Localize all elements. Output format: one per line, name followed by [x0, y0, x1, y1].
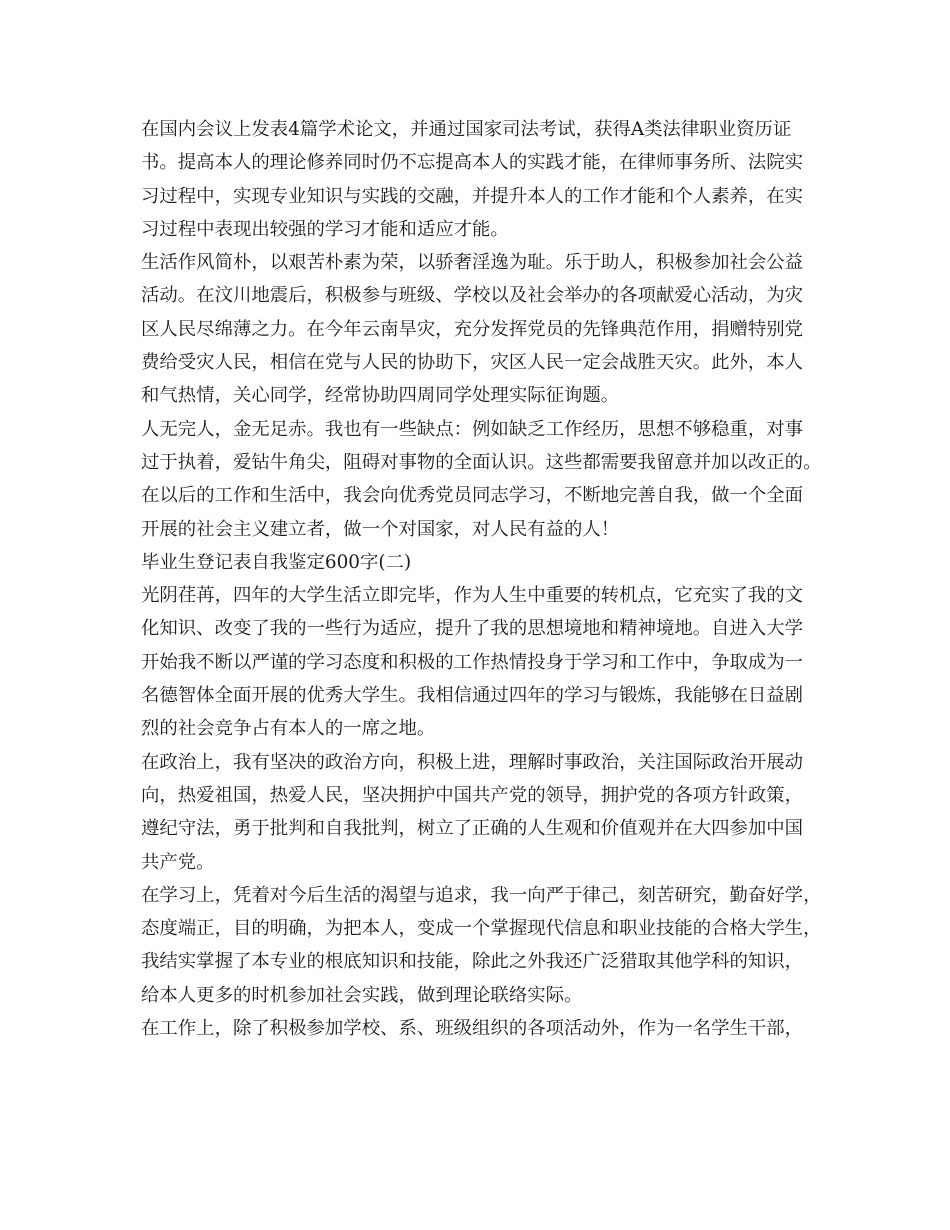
- text-line: 在工作上，除了积极参加学校、系、班级组织的各项活动外，作为一名学生干部，: [141, 1018, 804, 1040]
- text-line: 在国内会议上发表4篇学术论文，并通过国家司法考试，获得A类法律职业资历证: [141, 119, 792, 140]
- text-line: 活动。在汶川地震后，积极参与班级、学校以及社会举办的各项献爱心活动，为灾: [141, 285, 804, 307]
- document-body: [141, 113, 825, 1045]
- text-line: 过于执着，爱钻牛角尖，阻碍对事物的全面认识。这些都需要我留意并加以改正的。: [141, 451, 822, 473]
- text-line: 开始我不断以严谨的学习态度和积极的工作热情投身于学习和工作中，争取成为一: [141, 651, 804, 673]
- text-line: 烈的社会竞争占有本人的一席之地。: [141, 718, 436, 740]
- text-line: 光阴荏苒，四年的大学生活立即完毕，作为人生中重要的转机点，它充实了我的文: [141, 585, 804, 607]
- text-line: 生活作风简朴，以艰苦朴素为荣，以骄奢淫逸为耻。乐于助人，积极参加社会公益: [141, 252, 804, 274]
- text-line: 态度端正，目的明确，为把本人，变成一个掌握现代信息和职业技能的合格大学生，: [141, 918, 822, 940]
- text-line: 向，热爱祖国，热爱人民，坚决拥护中国共产党的领导，拥护党的各项方针政策，: [141, 784, 804, 806]
- text-line: 习过程中表现出较强的学习才能和适应才能。: [141, 218, 509, 240]
- text-line: 人无完人，金无足赤。我也有一些缺点：例如缺乏工作经历，思想不够稳重，对事: [141, 418, 804, 440]
- text-line: 开展的社会主义建立者，做一个对国家，对人民有益的人！: [141, 518, 620, 540]
- text-line: 给本人更多的时机参加社会实践，做到理论联络实际。: [141, 984, 583, 1006]
- paragraph-intro: [141, 579, 825, 745]
- paragraph-lifestyle: [141, 246, 825, 412]
- text-line: 习过程中，实现专业知识与实践的交融，并提升本人的工作才能和个人素养，在实: [141, 185, 804, 207]
- text-line: 在政治上，我有坚决的政治方向，积极上进，理解时事政治，关注国际政治开展动: [141, 751, 804, 773]
- text-line: 和气热情，关心同学，经常协助四周同学处理实际征询题。: [141, 385, 620, 407]
- text-line: 名德智体全面开展的优秀大学生。我相信通过四年的学习与锻炼，我能够在日益剧: [141, 685, 804, 707]
- text-line: 区人民尽绵薄之力。在今年云南旱灾，充分发挥党员的先锋典范作用，捐赠特别党: [141, 318, 804, 340]
- paragraph-shortcomings: [141, 413, 825, 546]
- paragraph-work: [141, 1012, 825, 1045]
- text-line: 在以后的工作和生活中，我会向优秀党员同志学习，不断地完善自我，做一个全面: [141, 485, 804, 507]
- paragraph-study: [141, 879, 825, 1012]
- text-line: 我结实掌握了本专业的根底知识和技能，除此之外我还广泛猎取其他学科的知识，: [141, 951, 804, 973]
- text-line: 遵纪守法，勇于批判和自我批判，树立了正确的人生观和价值观并在大四参加中国: [141, 818, 804, 840]
- section-heading: [141, 546, 825, 579]
- text-line: 在学习上，凭着对今后生活的渴望与追求，我一向严于律己，刻苦研究，勤奋好学，: [141, 884, 822, 906]
- paragraph-publications: [141, 113, 825, 246]
- paragraph-politics: [141, 746, 825, 879]
- text-line: 费给受灾人民，相信在党与人民的协助下，灾区人民一定会战胜天灾。此外，本人: [141, 352, 804, 374]
- heading-line: 毕业生登记表自我鉴定600字(二): [141, 551, 412, 573]
- text-line: 书。提高本人的理论修养同时仍不忘提高本人的实践才能，在律师事务所、法院实: [141, 152, 804, 174]
- text-line: 共产党。: [141, 851, 215, 873]
- text-line: 化知识、改变了我的一些行为适应，提升了我的思想境地和精神境地。自进入大学: [141, 618, 804, 640]
